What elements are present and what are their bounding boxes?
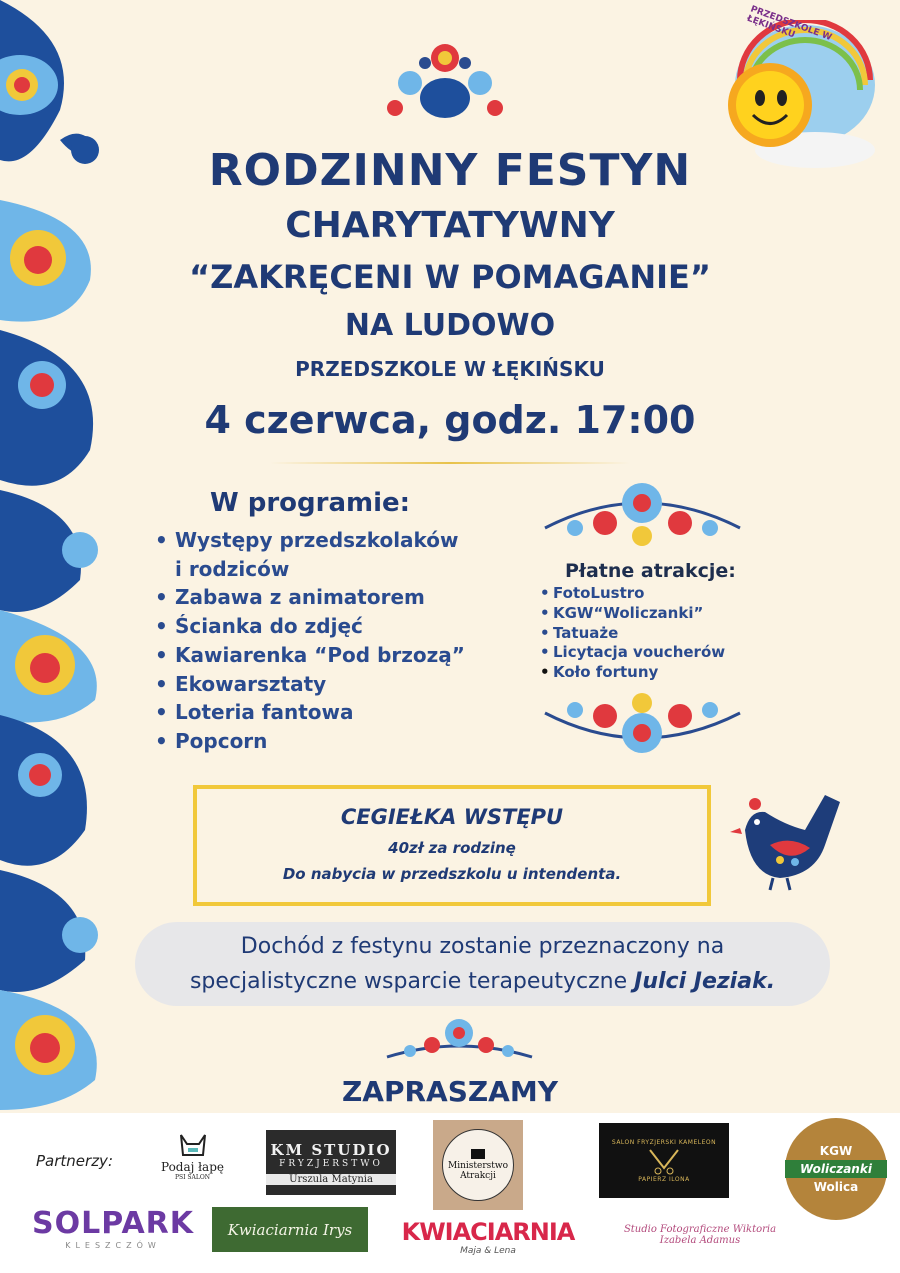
solpark-sub: KLESZCZÓW	[65, 1240, 161, 1250]
paid-item: • FotoLustro	[540, 584, 725, 604]
hat-icon	[471, 1149, 485, 1159]
ministerstwo-circle	[442, 1129, 514, 1201]
border-flowers	[0, 0, 99, 1110]
partners-label: Partnerzy:	[36, 1152, 113, 1170]
beneficiary-name: Julci Jeziak.	[634, 969, 776, 994]
logo-studio-wiktoria	[622, 1210, 778, 1260]
logo-podaj-lape	[155, 1125, 230, 1185]
paid-item: • Licytacja voucherów	[540, 643, 725, 663]
folk-ornament-top	[375, 38, 515, 123]
paid-item: • KGW“Woliczanki”	[540, 604, 725, 624]
solpark-name: SOLPARK	[31, 1205, 195, 1241]
program-item: • Loteria fantowa	[155, 698, 465, 727]
paid-item: • Koło fortuny	[540, 663, 725, 683]
logo-salon-kameleon	[599, 1123, 729, 1198]
logo-kwiaciarnia	[398, 1217, 578, 1257]
folk-ornament-right-bottom	[535, 688, 750, 763]
venue-line: PRZEDSZKOLE W ŁĘKIŃSKU	[295, 357, 605, 381]
kgw-a: KGW	[819, 1144, 853, 1158]
logo-ministerstwo-atrakcji	[433, 1120, 523, 1210]
podaj-sub: PSI SALON	[174, 1173, 211, 1181]
paid-attractions-list	[540, 584, 725, 683]
km-owner: Urszula Matynia	[266, 1174, 396, 1185]
purpose-text: specjalistyczne wsparcie terapeutyczne	[189, 969, 628, 994]
scissors-icon	[646, 1146, 682, 1176]
title-line-2: CHARYTATYWNY	[285, 205, 615, 246]
folk-floral-border	[0, 0, 110, 1110]
folk-ornament-right-top	[535, 478, 750, 553]
ticket-where: Do nabycia w przedszkolu u intendenta.	[282, 865, 622, 883]
logo-solpark	[18, 1205, 208, 1250]
paid-item: • Tatuaże	[540, 624, 725, 644]
salon-owner: PAPIERZ ILONA	[638, 1175, 690, 1183]
ministerstwo-b: Atrakcji	[460, 1171, 496, 1181]
folk-ornament-bottom	[382, 1015, 537, 1067]
logo-km-studio	[266, 1130, 396, 1195]
ministerstwo-a: Ministerstwo	[448, 1161, 508, 1171]
paid-attractions-heading: Płatne atrakcje:	[565, 560, 736, 582]
kgw-c: Wolica	[813, 1180, 859, 1194]
purpose-line-2	[135, 964, 830, 999]
km-name: KM STUDIO	[270, 1140, 392, 1159]
program-item: • Ścianka do zdjęć	[155, 612, 465, 641]
program-heading: W programie:	[210, 488, 411, 518]
program-item: • Występy przedszkolaków	[155, 526, 465, 555]
program-item: • Popcorn	[155, 727, 465, 756]
kgw-b: Woliczanki	[785, 1160, 887, 1178]
ticket-heading: CEGIEŁKA WSTĘPU	[340, 805, 564, 829]
gold-divider	[270, 462, 630, 464]
program-item: • Ekowarsztaty	[155, 670, 465, 699]
program-item: i rodziców	[175, 556, 290, 581]
program-item: • Kawiarenka “Pod brzozą”	[155, 641, 465, 670]
purpose-line-1: Dochód z festynu zostanie przeznaczony na	[240, 934, 725, 959]
sun-logo-text: PRZEDSZKOLE W ŁĘKIŃSKU	[745, 4, 834, 44]
title-line-4: NA LUDOWO	[344, 308, 556, 343]
podaj-name: Podaj łapę	[160, 1159, 224, 1174]
event-date: 4 czerwca, godz. 17:00	[204, 398, 696, 442]
foto-name: Studio Fotograficzne Wiktoria	[623, 1224, 777, 1235]
kwiaciarnia-name: KWIACIARNIA	[401, 1218, 575, 1246]
salon-name: SALON FRYZJERSKI KAMELEON	[611, 1138, 717, 1146]
purpose-banner	[135, 922, 830, 1006]
kwiaciarnia-sub: Maja & Lena	[460, 1246, 516, 1256]
title-line-3: “ZAKRĘCENI W POMAGANIE”	[189, 258, 711, 296]
folk-bird-icon	[725, 790, 850, 895]
program-item: • Zabawa z animatorem	[155, 583, 465, 612]
irys-name: Kwiaciarnia Irys	[227, 1220, 353, 1239]
logo-kwiaciarnia-irys	[212, 1207, 368, 1252]
foto-owner: Izabela Adamus	[659, 1235, 741, 1246]
ticket-price: 40zł za rodzinę	[388, 839, 516, 857]
logo-kgw-woliczanki	[785, 1118, 887, 1220]
km-sub: FRYZJERSTWO	[279, 1158, 383, 1169]
ticket-box	[193, 785, 711, 906]
dog-icon	[173, 1130, 213, 1160]
program-list	[155, 526, 465, 756]
invite-text: ZAPRASZAMY	[341, 1075, 558, 1108]
title-line-1: RODZINNY FESTYN	[208, 145, 692, 196]
